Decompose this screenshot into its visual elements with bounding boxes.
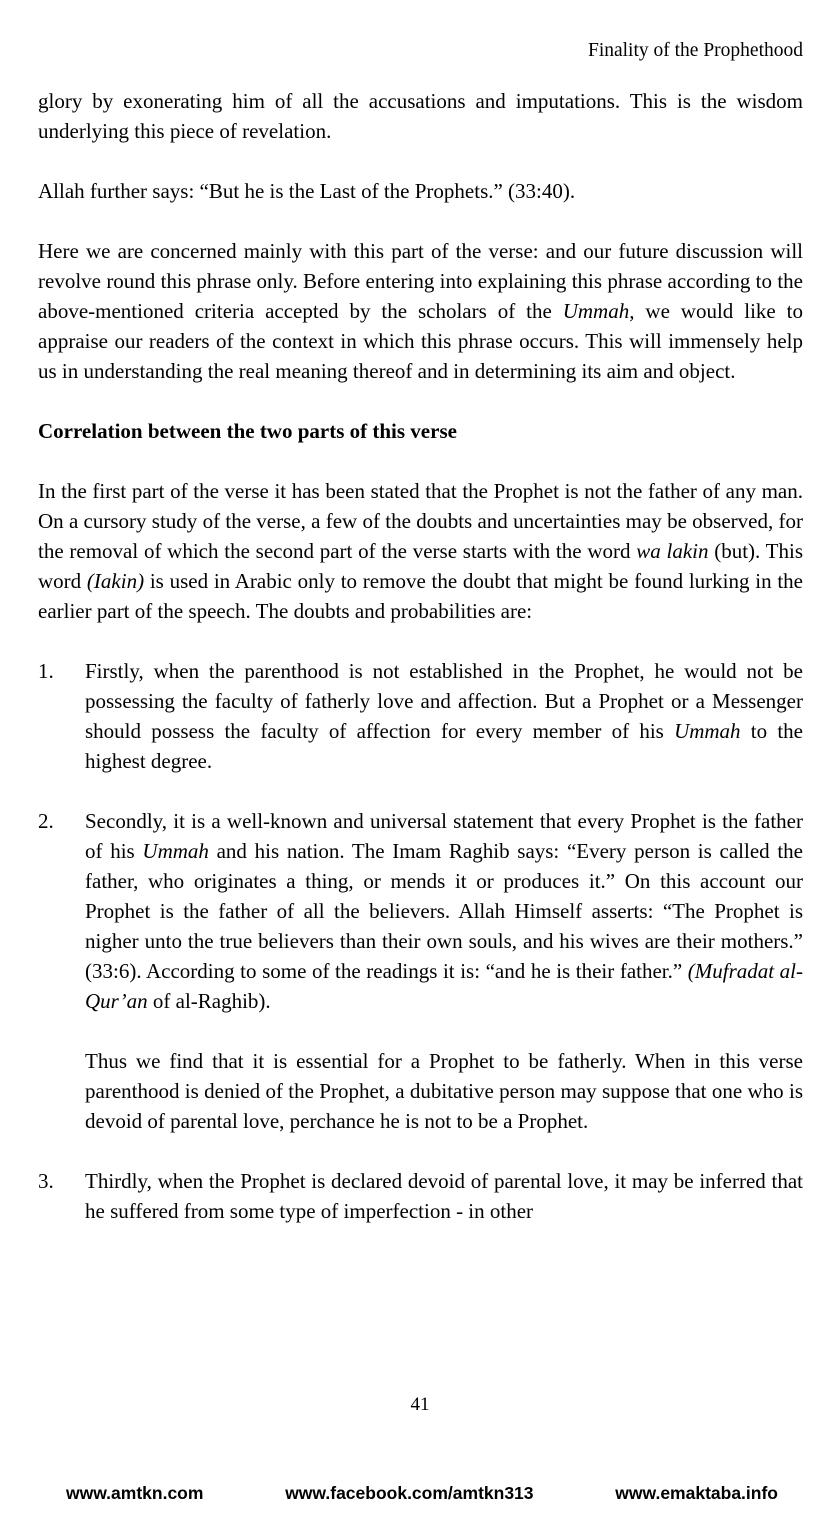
footer-link-facebook: www.facebook.com/amtkn313 bbox=[285, 1483, 534, 1503]
page-number: 41 bbox=[410, 1394, 430, 1415]
italic-text-run: Ummah bbox=[674, 719, 741, 743]
text-run: to the highest degree. bbox=[85, 719, 803, 773]
text-run: In the first part of the verse it has been stated that the Prophet is not the father of any man. On a cursory study of the verse, a few of the doubts and uncertainties may be observed, for the removal of which the second part of the verse starts with the word bbox=[38, 479, 803, 563]
paragraph-verse-context bbox=[38, 236, 803, 386]
text-run: Secondly, it is a well-known and universal statement that every Prophet is the father of his bbox=[85, 809, 803, 863]
list-item-1-text bbox=[85, 656, 803, 776]
list-item-2-text bbox=[85, 806, 803, 1016]
list-item-2 bbox=[38, 806, 803, 1016]
italic-text-run: Ummah bbox=[142, 839, 209, 863]
text-run: Here we are concerned mainly with this part of the verse: and our future discussion will revolve round this phrase only. Before entering into explaining this phrase according to the above-mentioned criteria accepted by the scholars of the bbox=[38, 239, 803, 323]
text-run: and his nation. The Imam Raghib says: “Every person is called the father, who originates a thing, or mends it or produces it.” On this account our Prophet is the father of all the believers. Allah Himself asserts: “The Prophet is nigher unto the true believers than their own souls, and his wives are their mothers.” (33:6). According to some of the readings it is: “and he is their father.” bbox=[85, 839, 804, 983]
list-item-3 bbox=[38, 1166, 803, 1226]
italic-text-run: Ummah, bbox=[562, 299, 635, 323]
italic-text-run: (Mufradat al-Qur’an bbox=[85, 959, 804, 1013]
text-run: Thus we find that it is essential for a Prophet to be fatherly. When in this verse parenthood is denied of the Prophet, a dubitative person may suppose that one who is devoid of parental love, perchance he is not to be a Prophet. bbox=[85, 1049, 803, 1133]
italic-text-run: (Iakin) bbox=[86, 569, 145, 593]
text-run: (but). This word bbox=[38, 539, 803, 593]
text-run: Firstly, when the parenthood is not established in the Prophet, he would not be possessing the faculty of fatherly love and affection. But a Prophet or a Messenger should possess the faculty of affection for every member of his bbox=[85, 659, 803, 743]
list-number-2: 2. bbox=[38, 809, 54, 833]
italic-text-run: wa lakin bbox=[636, 539, 709, 563]
footer-links bbox=[66, 1482, 778, 1504]
paragraph-allah-further-says bbox=[38, 176, 803, 206]
text-run: Correlation between the two parts of this verse bbox=[38, 419, 457, 443]
footer-link-amtkn: www.amtkn.com bbox=[66, 1483, 204, 1503]
text-run: of al-Raghib). bbox=[147, 989, 271, 1013]
list-item-1 bbox=[38, 656, 803, 776]
footer-link-emaktaba: www.emaktaba.info bbox=[615, 1483, 778, 1503]
text-run: Thirdly, when the Prophet is declared devoid of parental love, it may be inferred that he suffered from some type of imperfection - in other bbox=[85, 1169, 803, 1223]
list-number-1: 1. bbox=[38, 659, 54, 683]
page-body bbox=[38, 86, 803, 1226]
list-item-2-continuation bbox=[85, 1046, 803, 1136]
text-run: we would like to appraise our readers of the context in which this phrase occurs. This will immensely help us in understanding the real meaning thereof and in determining its aim and object. bbox=[38, 299, 803, 383]
text-run: is used in Arabic only to remove the doubt that might be found lurking in the earlier part of the speech. The doubts and probabilities are: bbox=[38, 569, 803, 623]
list-number-3: 3. bbox=[38, 1169, 54, 1193]
running-header: Finality of the Prophethood bbox=[587, 40, 803, 61]
section-heading-correlation bbox=[38, 416, 803, 446]
paragraph-revelation-wisdom bbox=[38, 86, 803, 146]
list-item-3-text bbox=[85, 1166, 803, 1226]
text-run: glory by exonerating him of all the accusations and imputations. This is the wisdom underlying this piece of revelation. bbox=[38, 89, 803, 143]
paragraph-first-part-of-verse bbox=[38, 476, 803, 626]
text-run: Allah further says: “But he is the Last of the Prophets.” (33:40). bbox=[38, 179, 576, 203]
